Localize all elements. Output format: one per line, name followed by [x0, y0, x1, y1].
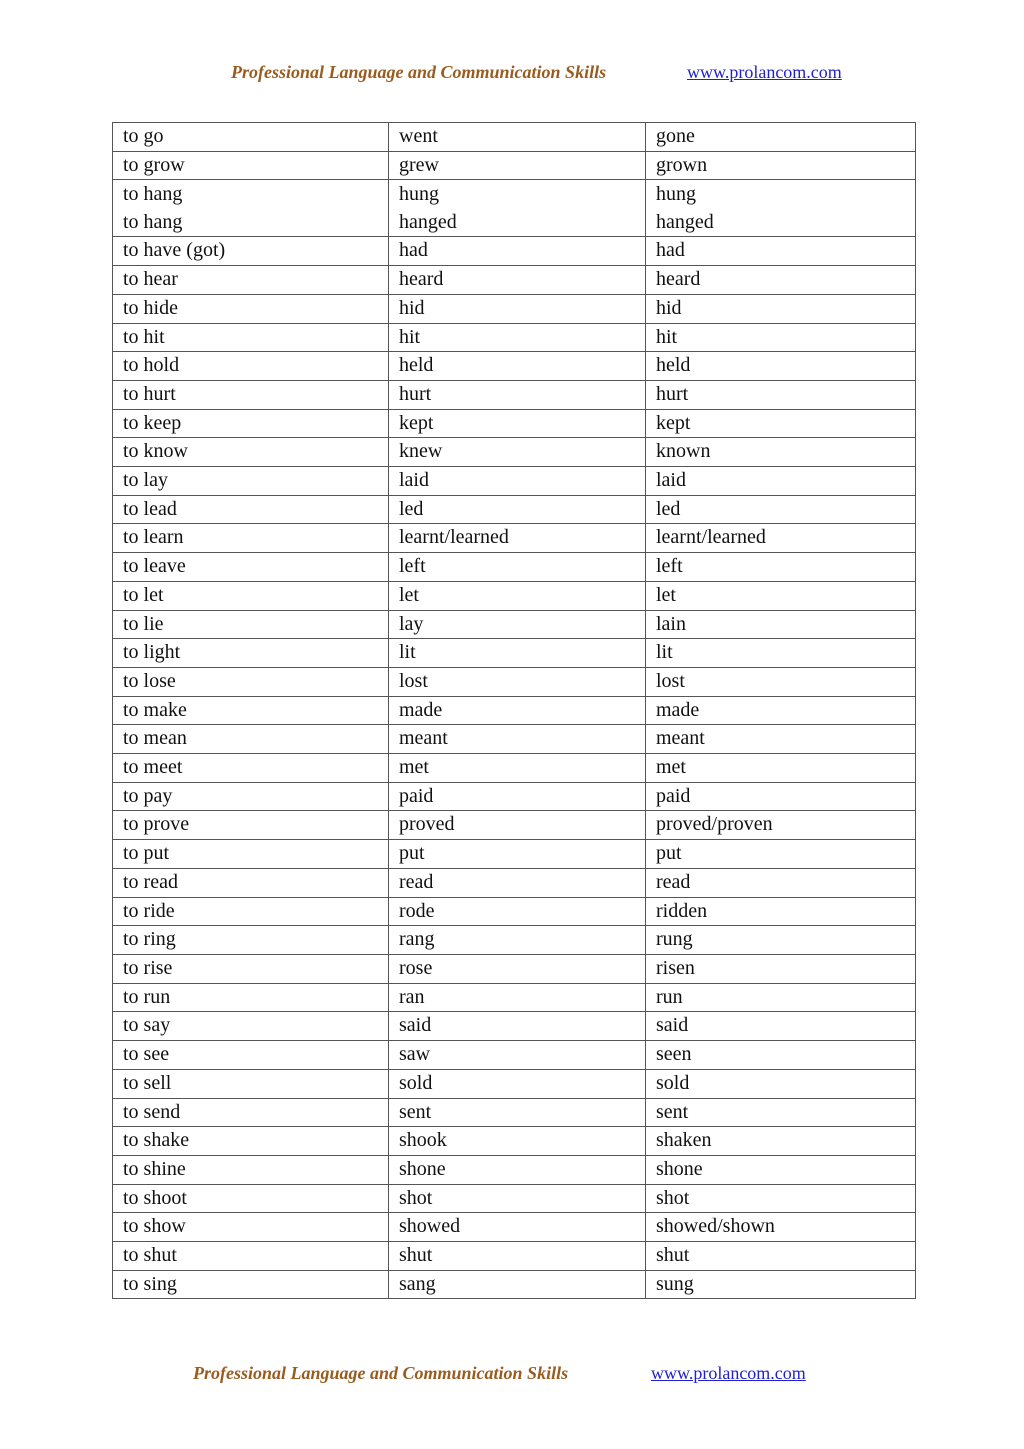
past-participle-cell: heard — [646, 266, 916, 295]
past-participle-cell: sent — [646, 1098, 916, 1127]
irregular-verbs-table — [112, 122, 916, 1299]
table-row — [113, 1242, 916, 1271]
table-row — [113, 1069, 916, 1098]
past-simple-cell: put — [389, 840, 646, 869]
past-simple-cell — [389, 180, 646, 237]
table-row — [113, 581, 916, 610]
table-row — [113, 237, 916, 266]
base-form-cell: to read — [113, 868, 389, 897]
table-row — [113, 954, 916, 983]
base-form-cell: to ride — [113, 897, 389, 926]
table-row — [113, 1213, 916, 1242]
past-simple-cell: paid — [389, 782, 646, 811]
base-form-cell: to rise — [113, 954, 389, 983]
cell-line: to hang — [123, 183, 183, 206]
past-participle-cell: shot — [646, 1184, 916, 1213]
table-row — [113, 754, 916, 783]
header-brand: Professional Language and Communication Skills — [231, 62, 607, 82]
table-row — [113, 840, 916, 869]
table-row — [113, 868, 916, 897]
past-participle-cell: learnt/learned — [646, 524, 916, 553]
past-participle-cell: let — [646, 581, 916, 610]
base-form-cell: to grow — [113, 151, 389, 180]
past-participle-cell: hid — [646, 294, 916, 323]
base-form-cell: to put — [113, 840, 389, 869]
past-participle-cell: paid — [646, 782, 916, 811]
past-simple-cell: kept — [389, 409, 646, 438]
past-simple-cell: hid — [389, 294, 646, 323]
base-form-cell: to pay — [113, 782, 389, 811]
past-simple-cell: rose — [389, 954, 646, 983]
past-simple-cell: held — [389, 352, 646, 381]
base-form-cell: to hold — [113, 352, 389, 381]
table-row — [113, 610, 916, 639]
cell-line: to hang — [123, 211, 183, 234]
past-participle-cell — [646, 180, 916, 237]
past-participle-cell: read — [646, 868, 916, 897]
base-form-cell — [113, 180, 389, 237]
base-form-cell: to send — [113, 1098, 389, 1127]
table-row — [113, 667, 916, 696]
table-row — [113, 151, 916, 180]
base-form-cell: to hit — [113, 323, 389, 352]
base-form-cell: to lie — [113, 610, 389, 639]
base-form-cell: to know — [113, 438, 389, 467]
past-simple-cell: learnt/learned — [389, 524, 646, 553]
past-simple-cell: rang — [389, 926, 646, 955]
past-participle-cell: met — [646, 754, 916, 783]
table-row — [113, 123, 916, 152]
past-simple-cell: hit — [389, 323, 646, 352]
past-simple-cell: shot — [389, 1184, 646, 1213]
past-participle-cell: rung — [646, 926, 916, 955]
past-simple-cell: read — [389, 868, 646, 897]
table-row — [113, 1155, 916, 1184]
past-simple-cell: had — [389, 237, 646, 266]
table-row — [113, 323, 916, 352]
base-form-cell: to leave — [113, 553, 389, 582]
base-form-cell: to let — [113, 581, 389, 610]
base-form-cell: to prove — [113, 811, 389, 840]
past-participle-cell: hit — [646, 323, 916, 352]
base-form-cell: to say — [113, 1012, 389, 1041]
base-form-cell: to sing — [113, 1270, 389, 1299]
past-simple-cell: heard — [389, 266, 646, 295]
past-participle-cell: lost — [646, 667, 916, 696]
table-row — [113, 983, 916, 1012]
past-simple-cell: let — [389, 581, 646, 610]
base-form-cell: to meet — [113, 754, 389, 783]
past-simple-cell: shook — [389, 1127, 646, 1156]
past-participle-cell: shone — [646, 1155, 916, 1184]
base-form-cell: to show — [113, 1213, 389, 1242]
past-simple-cell: made — [389, 696, 646, 725]
base-form-cell: to sell — [113, 1069, 389, 1098]
past-participle-cell: laid — [646, 467, 916, 496]
cell-line: hung — [656, 183, 696, 206]
footer-brand: Professional Language and Communication Skills — [193, 1363, 569, 1383]
past-simple-cell: met — [389, 754, 646, 783]
past-participle-cell: put — [646, 840, 916, 869]
verb-rows — [113, 123, 916, 1299]
past-simple-cell: sold — [389, 1069, 646, 1098]
cell-line: hanged — [399, 211, 457, 234]
base-form-cell: to lay — [113, 467, 389, 496]
past-simple-cell: lay — [389, 610, 646, 639]
base-form-cell: to make — [113, 696, 389, 725]
base-form-cell: to lead — [113, 495, 389, 524]
past-participle-cell: showed/shown — [646, 1213, 916, 1242]
footer-url-link[interactable]: www.prolancom.com — [651, 1363, 806, 1383]
table-row — [113, 926, 916, 955]
past-simple-cell: laid — [389, 467, 646, 496]
past-participle-cell: hurt — [646, 380, 916, 409]
table-row — [113, 495, 916, 524]
past-participle-cell: lain — [646, 610, 916, 639]
base-form-cell: to shake — [113, 1127, 389, 1156]
past-simple-cell: lit — [389, 639, 646, 668]
past-participle-cell: meant — [646, 725, 916, 754]
past-participle-cell: led — [646, 495, 916, 524]
base-form-cell: to run — [113, 983, 389, 1012]
base-form-cell: to have (got) — [113, 237, 389, 266]
base-form-cell: to mean — [113, 725, 389, 754]
past-participle-cell: made — [646, 696, 916, 725]
past-simple-cell: showed — [389, 1213, 646, 1242]
past-participle-cell: run — [646, 983, 916, 1012]
table-row — [113, 811, 916, 840]
table-row — [113, 467, 916, 496]
table-row — [113, 782, 916, 811]
past-participle-cell: grown — [646, 151, 916, 180]
past-simple-cell: grew — [389, 151, 646, 180]
table-row — [113, 897, 916, 926]
table-row — [113, 1098, 916, 1127]
table-row — [113, 1012, 916, 1041]
cell-line: hanged — [656, 211, 714, 234]
past-participle-cell: risen — [646, 954, 916, 983]
past-participle-cell: kept — [646, 409, 916, 438]
base-form-cell: to shut — [113, 1242, 389, 1271]
base-form-cell: to hide — [113, 294, 389, 323]
base-form-cell: to hurt — [113, 380, 389, 409]
past-participle-cell: shut — [646, 1242, 916, 1271]
past-participle-cell: seen — [646, 1041, 916, 1070]
past-simple-cell: shone — [389, 1155, 646, 1184]
past-participle-cell: gone — [646, 123, 916, 152]
base-form-cell: to keep — [113, 409, 389, 438]
past-participle-cell: proved/proven — [646, 811, 916, 840]
table-row — [113, 266, 916, 295]
table-row — [113, 1041, 916, 1070]
past-participle-cell: had — [646, 237, 916, 266]
base-form-cell: to lose — [113, 667, 389, 696]
past-participle-cell: left — [646, 553, 916, 582]
table-row — [113, 553, 916, 582]
base-form-cell: to shoot — [113, 1184, 389, 1213]
past-simple-cell: knew — [389, 438, 646, 467]
past-simple-cell: shut — [389, 1242, 646, 1271]
base-form-cell: to see — [113, 1041, 389, 1070]
base-form-cell: to go — [113, 123, 389, 152]
past-participle-cell: shaken — [646, 1127, 916, 1156]
table-row — [113, 380, 916, 409]
table-row — [113, 438, 916, 467]
past-simple-cell: sent — [389, 1098, 646, 1127]
table-row — [113, 1127, 916, 1156]
past-participle-cell: sung — [646, 1270, 916, 1299]
table-row — [113, 352, 916, 381]
past-participle-cell: lit — [646, 639, 916, 668]
past-participle-cell: held — [646, 352, 916, 381]
table-row — [113, 524, 916, 553]
base-form-cell: to light — [113, 639, 389, 668]
past-simple-cell: said — [389, 1012, 646, 1041]
table-row — [113, 639, 916, 668]
table-row — [113, 294, 916, 323]
past-participle-cell: sold — [646, 1069, 916, 1098]
table-row — [113, 1270, 916, 1299]
table-row — [113, 180, 916, 237]
past-simple-cell: left — [389, 553, 646, 582]
past-simple-cell: meant — [389, 725, 646, 754]
table-row — [113, 409, 916, 438]
past-simple-cell: lost — [389, 667, 646, 696]
past-simple-cell: proved — [389, 811, 646, 840]
base-form-cell: to shine — [113, 1155, 389, 1184]
past-participle-cell: said — [646, 1012, 916, 1041]
past-simple-cell: saw — [389, 1041, 646, 1070]
past-simple-cell: led — [389, 495, 646, 524]
table-row — [113, 696, 916, 725]
base-form-cell: to learn — [113, 524, 389, 553]
table-row — [113, 725, 916, 754]
base-form-cell: to hear — [113, 266, 389, 295]
past-simple-cell: rode — [389, 897, 646, 926]
cell-line: hung — [399, 183, 439, 206]
past-simple-cell: ran — [389, 983, 646, 1012]
header-url-link[interactable]: www.prolancom.com — [687, 62, 842, 82]
past-participle-cell: ridden — [646, 897, 916, 926]
past-simple-cell: went — [389, 123, 646, 152]
past-simple-cell: hurt — [389, 380, 646, 409]
base-form-cell: to ring — [113, 926, 389, 955]
past-simple-cell: sang — [389, 1270, 646, 1299]
past-participle-cell: known — [646, 438, 916, 467]
table-row — [113, 1184, 916, 1213]
